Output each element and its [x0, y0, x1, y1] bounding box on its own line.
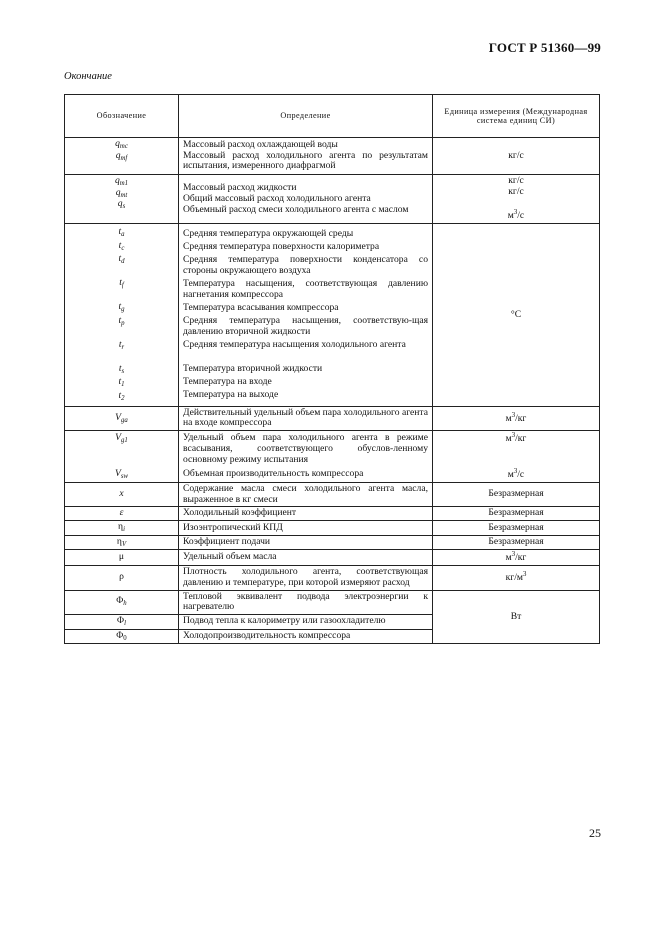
unit-cell: кг/с кг/с $м^3/с$	[433, 175, 600, 224]
symbol-cell: $\Phi_l$	[65, 615, 179, 630]
table-row	[65, 521, 600, 536]
table-row	[65, 138, 600, 175]
definition-cell: Изоэнтропический КПД	[179, 521, 433, 536]
continuation-label: Окончание	[64, 71, 112, 82]
symbol-cell: ρ	[65, 566, 179, 590]
table-row	[65, 535, 600, 550]
unit-cell: кг/с	[433, 138, 600, 175]
table-row	[65, 590, 600, 614]
symbol-cell: $\eta_i$	[65, 521, 179, 536]
table-row	[65, 224, 600, 407]
header-definition: Определение	[179, 95, 433, 138]
definition-cell: Подвод тепла к калориметру или газоохладителю	[179, 615, 433, 630]
table-row	[65, 507, 600, 521]
document-code: ГОСТ Р 51360—99	[488, 40, 601, 55]
definition-cell: Холодопроизводительность компрессора	[179, 629, 433, 644]
table-row	[65, 431, 600, 483]
symbol-cell: $\Phi_h$	[65, 590, 179, 614]
symbol-cell: $t_a$ $t_c$ $t_d$ $t_f$ $t_g$ $t_p$ $t_r$ $t_s$ $t_1$ $t_2$	[65, 224, 179, 407]
definition-cell: Действительный удельный объем пара холодильного агента на входе компрессора	[179, 406, 433, 430]
table-row	[65, 566, 600, 590]
unit-cell: Вт	[433, 590, 600, 644]
definition-cell: Удельный объем пара холодильного агента в режиме всасывания, соответствующего обуслов-ленному основному режиму испытания Объемная производительность компрессора	[179, 431, 433, 483]
table-row	[65, 550, 600, 566]
symbol-cell: $q_{mc}$ $q_{mf}$	[65, 138, 179, 175]
unit-cell: $м^3/кг$ $м^3/с$	[433, 431, 600, 483]
unit-cell: °С	[433, 224, 600, 407]
page-number: 25	[589, 826, 601, 840]
symbol-cell: ε	[65, 507, 179, 521]
symbol-cell: $q_{m1}$ $q_{mt}$ $q_s$	[65, 175, 179, 224]
header-symbol: Обозначение	[65, 95, 179, 138]
unit-cell: $м^3/кг$	[433, 550, 600, 566]
table-row	[65, 482, 600, 506]
definition-cell: Средняя температура окружающей среды Средняя температура поверхности калориметра Средняя температура поверхности конденсатора со стороны окружающего воздуха Температура насыщения, соответствующая давлению нагнетания компрессора Температура всасывания компрессора Средняя температура насыщения, соответствую-щая давлению вторичной жидкости Средняя температура насыщения холодильного агента Температура вторичной жидкости Температура на входе Температура на выходе	[179, 224, 433, 407]
definition-cell: Удельный объем масла	[179, 550, 433, 566]
unit-cell: $кг/м^3$	[433, 566, 600, 590]
unit-cell: Безразмерная	[433, 535, 600, 550]
symbol-cell: $V_{ga}$	[65, 406, 179, 430]
unit-cell: $м^3/кг$	[433, 406, 600, 430]
unit-cell: Безразмерная	[433, 521, 600, 536]
symbol-cell: x	[65, 482, 179, 506]
definition-cell: Массовый расход охлаждающей воды Массовый расход холодильного агента по результатам испытания, измеренного диафрагмой	[179, 138, 433, 175]
table-row	[65, 406, 600, 430]
definition-cell: Коэффициент подачи	[179, 535, 433, 550]
table-row	[65, 175, 600, 224]
symbol-cell: $V_{g1}$ $V_{sw}$	[65, 431, 179, 483]
definition-cell: Холодильный коэффициент	[179, 507, 433, 521]
definition-cell: Массовый расход жидкости Общий массовый расход холодильного агента Объемный расход смеси холодильного агента с маслом	[179, 175, 433, 224]
unit-cell: Безразмерная	[433, 507, 600, 521]
symbol-cell: $\eta_V$	[65, 535, 179, 550]
unit-cell: Безразмерная	[433, 482, 600, 506]
specification-table	[64, 94, 600, 644]
symbol-cell: $\Phi_0$	[65, 629, 179, 644]
symbol-cell: μ	[65, 550, 179, 566]
header-unit: Единица измерения (Международная система единиц СИ)	[433, 95, 600, 138]
table-header-row	[65, 95, 600, 138]
definition-cell: Содержание масла смеси холодильного агента масла, выраженное в кг смеси	[179, 482, 433, 506]
definition-cell: Тепловой эквивалент подвода электроэнергии к нагревателю	[179, 590, 433, 614]
definition-cell: Плотность холодильного агента, соответствующая давлению и температуре, при которой измеряют расход	[179, 566, 433, 590]
